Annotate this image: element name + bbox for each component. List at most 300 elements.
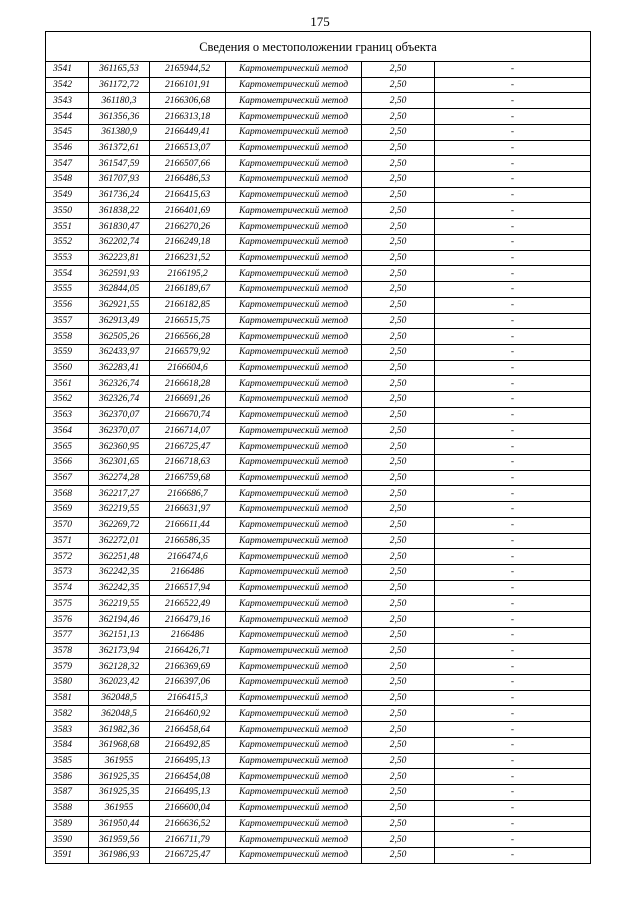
point-number-cell: 3559 <box>46 344 89 360</box>
x-coordinate-cell: 362283,41 <box>89 360 150 376</box>
point-description-cell: - <box>435 376 591 392</box>
accuracy-cell: 2,50 <box>362 77 435 93</box>
determination-method-cell: Картометрический метод <box>226 62 362 78</box>
accuracy-cell: 2,50 <box>362 124 435 140</box>
determination-method-cell: Картометрический метод <box>226 675 362 691</box>
accuracy-cell: 2,50 <box>362 753 435 769</box>
y-coordinate-cell: 2166270,26 <box>150 219 226 235</box>
x-coordinate-cell: 361986,93 <box>89 847 150 863</box>
accuracy-cell: 2,50 <box>362 203 435 219</box>
table-row <box>46 282 591 298</box>
determination-method-cell: Картометрический метод <box>226 124 362 140</box>
y-coordinate-cell: 2166566,28 <box>150 329 226 345</box>
determination-method-cell: Картометрический метод <box>226 549 362 565</box>
y-coordinate-cell: 2166415,3 <box>150 690 226 706</box>
point-description-cell: - <box>435 454 591 470</box>
y-coordinate-cell: 2165944,52 <box>150 62 226 78</box>
accuracy-cell: 2,50 <box>362 172 435 188</box>
point-number-cell: 3543 <box>46 93 89 109</box>
point-number-cell: 3557 <box>46 313 89 329</box>
x-coordinate-cell: 362048,5 <box>89 690 150 706</box>
point-number-cell: 3568 <box>46 486 89 502</box>
table-row <box>46 360 591 376</box>
table-row <box>46 392 591 408</box>
table-row <box>46 93 591 109</box>
table-row <box>46 675 591 691</box>
page-number: 175 <box>310 14 330 29</box>
table-row <box>46 250 591 266</box>
table-title-row <box>46 32 591 62</box>
y-coordinate-cell: 2166401,69 <box>150 203 226 219</box>
x-coordinate-cell: 361955 <box>89 800 150 816</box>
point-number-cell: 3562 <box>46 392 89 408</box>
x-coordinate-cell: 362128,32 <box>89 659 150 675</box>
point-description-cell: - <box>435 344 591 360</box>
y-coordinate-cell: 2166495,13 <box>150 785 226 801</box>
point-number-cell: 3564 <box>46 423 89 439</box>
point-description-cell: - <box>435 800 591 816</box>
point-description-cell: - <box>435 580 591 596</box>
y-coordinate-cell: 2166522,49 <box>150 596 226 612</box>
point-number-cell: 3577 <box>46 627 89 643</box>
x-coordinate-cell: 362913,49 <box>89 313 150 329</box>
table-row <box>46 517 591 533</box>
point-description-cell: - <box>435 282 591 298</box>
x-coordinate-cell: 362433,97 <box>89 344 150 360</box>
accuracy-cell: 2,50 <box>362 93 435 109</box>
x-coordinate-cell: 361959,56 <box>89 832 150 848</box>
y-coordinate-cell: 2166686,7 <box>150 486 226 502</box>
y-coordinate-cell: 2166369,69 <box>150 659 226 675</box>
determination-method-cell: Картометрический метод <box>226 407 362 423</box>
accuracy-cell: 2,50 <box>362 313 435 329</box>
x-coordinate-cell: 362370,07 <box>89 407 150 423</box>
accuracy-cell: 2,50 <box>362 187 435 203</box>
point-description-cell: - <box>435 219 591 235</box>
y-coordinate-cell: 2166618,28 <box>150 376 226 392</box>
point-number-cell: 3556 <box>46 297 89 313</box>
table-row <box>46 596 591 612</box>
point-description-cell: - <box>435 549 591 565</box>
point-description-cell: - <box>435 172 591 188</box>
point-number-cell: 3551 <box>46 219 89 235</box>
x-coordinate-cell: 361172,72 <box>89 77 150 93</box>
point-description-cell: - <box>435 722 591 738</box>
y-coordinate-cell: 2166725,47 <box>150 847 226 863</box>
point-description-cell: - <box>435 565 591 581</box>
table-title: Сведения о местоположении границ объекта <box>46 32 591 62</box>
x-coordinate-cell: 362202,74 <box>89 234 150 250</box>
accuracy-cell: 2,50 <box>362 580 435 596</box>
y-coordinate-cell: 2166231,52 <box>150 250 226 266</box>
accuracy-cell: 2,50 <box>362 376 435 392</box>
table-row <box>46 486 591 502</box>
x-coordinate-cell: 362301,65 <box>89 454 150 470</box>
point-number-cell: 3554 <box>46 266 89 282</box>
x-coordinate-cell: 362272,01 <box>89 533 150 549</box>
accuracy-cell: 2,50 <box>362 737 435 753</box>
x-coordinate-cell: 362223,81 <box>89 250 150 266</box>
point-number-cell: 3571 <box>46 533 89 549</box>
y-coordinate-cell: 2166306,68 <box>150 93 226 109</box>
determination-method-cell: Картометрический метод <box>226 172 362 188</box>
table-row <box>46 234 591 250</box>
y-coordinate-cell: 2166397,06 <box>150 675 226 691</box>
x-coordinate-cell: 362217,27 <box>89 486 150 502</box>
point-description-cell: - <box>435 392 591 408</box>
x-coordinate-cell: 362173,94 <box>89 643 150 659</box>
y-coordinate-cell: 2166474,6 <box>150 549 226 565</box>
x-coordinate-cell: 362591,93 <box>89 266 150 282</box>
point-description-cell: - <box>435 77 591 93</box>
y-coordinate-cell: 2166454,08 <box>150 769 226 785</box>
point-number-cell: 3576 <box>46 612 89 628</box>
y-coordinate-cell: 2166711,79 <box>150 832 226 848</box>
point-number-cell: 3579 <box>46 659 89 675</box>
table-row <box>46 737 591 753</box>
point-number-cell: 3565 <box>46 439 89 455</box>
point-number-cell: 3591 <box>46 847 89 863</box>
table-row <box>46 62 591 78</box>
table-row <box>46 502 591 518</box>
determination-method-cell: Картометрический метод <box>226 266 362 282</box>
table-row <box>46 580 591 596</box>
point-number-cell: 3547 <box>46 156 89 172</box>
table-row <box>46 313 591 329</box>
table-body <box>46 32 591 864</box>
y-coordinate-cell: 2166631,97 <box>150 502 226 518</box>
accuracy-cell: 2,50 <box>362 470 435 486</box>
point-description-cell: - <box>435 737 591 753</box>
point-number-cell: 3583 <box>46 722 89 738</box>
determination-method-cell: Картометрический метод <box>226 565 362 581</box>
determination-method-cell: Картометрический метод <box>226 486 362 502</box>
accuracy-cell: 2,50 <box>362 140 435 156</box>
determination-method-cell: Картометрический метод <box>226 234 362 250</box>
x-coordinate-cell: 361165,53 <box>89 62 150 78</box>
point-description-cell: - <box>435 124 591 140</box>
accuracy-cell: 2,50 <box>362 533 435 549</box>
table-row <box>46 376 591 392</box>
point-description-cell: - <box>435 816 591 832</box>
y-coordinate-cell: 2166195,2 <box>150 266 226 282</box>
accuracy-cell: 2,50 <box>362 234 435 250</box>
y-coordinate-cell: 2166101,91 <box>150 77 226 93</box>
determination-method-cell: Картометрический метод <box>226 250 362 266</box>
accuracy-cell: 2,50 <box>362 690 435 706</box>
accuracy-cell: 2,50 <box>362 659 435 675</box>
point-description-cell: - <box>435 156 591 172</box>
point-description-cell: - <box>435 470 591 486</box>
accuracy-cell: 2,50 <box>362 596 435 612</box>
point-description-cell: - <box>435 62 591 78</box>
point-description-cell: - <box>435 706 591 722</box>
point-description-cell: - <box>435 847 591 863</box>
x-coordinate-cell: 362023,42 <box>89 675 150 691</box>
x-coordinate-cell: 362274,28 <box>89 470 150 486</box>
table-row <box>46 690 591 706</box>
determination-method-cell: Картометрический метод <box>226 533 362 549</box>
determination-method-cell: Картометрический метод <box>226 329 362 345</box>
accuracy-cell: 2,50 <box>362 360 435 376</box>
y-coordinate-cell: 2166426,71 <box>150 643 226 659</box>
point-description-cell: - <box>435 675 591 691</box>
accuracy-cell: 2,50 <box>362 612 435 628</box>
point-description-cell: - <box>435 517 591 533</box>
point-number-cell: 3570 <box>46 517 89 533</box>
accuracy-cell: 2,50 <box>362 156 435 172</box>
y-coordinate-cell: 2166759,68 <box>150 470 226 486</box>
point-number-cell: 3584 <box>46 737 89 753</box>
point-description-cell: - <box>435 785 591 801</box>
point-description-cell: - <box>435 329 591 345</box>
accuracy-cell: 2,50 <box>362 344 435 360</box>
x-coordinate-cell: 361950,44 <box>89 816 150 832</box>
y-coordinate-cell: 2166189,67 <box>150 282 226 298</box>
boundary-coordinates-table <box>45 31 591 864</box>
point-description-cell: - <box>435 612 591 628</box>
y-coordinate-cell: 2166513,07 <box>150 140 226 156</box>
determination-method-cell: Картометрический метод <box>226 219 362 235</box>
determination-method-cell: Картометрический метод <box>226 847 362 863</box>
determination-method-cell: Картометрический метод <box>226 627 362 643</box>
point-number-cell: 3548 <box>46 172 89 188</box>
x-coordinate-cell: 362151,13 <box>89 627 150 643</box>
accuracy-cell: 2,50 <box>362 486 435 502</box>
y-coordinate-cell: 2166604,6 <box>150 360 226 376</box>
point-number-cell: 3587 <box>46 785 89 801</box>
determination-method-cell: Картометрический метод <box>226 344 362 360</box>
y-coordinate-cell: 2166182,85 <box>150 297 226 313</box>
table-row <box>46 659 591 675</box>
accuracy-cell: 2,50 <box>362 847 435 863</box>
point-description-cell: - <box>435 250 591 266</box>
accuracy-cell: 2,50 <box>362 392 435 408</box>
x-coordinate-cell: 361925,35 <box>89 785 150 801</box>
table-row <box>46 407 591 423</box>
point-number-cell: 3589 <box>46 816 89 832</box>
determination-method-cell: Картометрический метод <box>226 313 362 329</box>
x-coordinate-cell: 362219,55 <box>89 502 150 518</box>
point-description-cell: - <box>435 187 591 203</box>
y-coordinate-cell: 2166600,04 <box>150 800 226 816</box>
accuracy-cell: 2,50 <box>362 785 435 801</box>
point-description-cell: - <box>435 439 591 455</box>
x-coordinate-cell: 361356,36 <box>89 109 150 125</box>
accuracy-cell: 2,50 <box>362 800 435 816</box>
determination-method-cell: Картометрический метод <box>226 423 362 439</box>
x-coordinate-cell: 361372,61 <box>89 140 150 156</box>
point-number-cell: 3567 <box>46 470 89 486</box>
point-description-cell: - <box>435 753 591 769</box>
determination-method-cell: Картометрический метод <box>226 722 362 738</box>
x-coordinate-cell: 361982,36 <box>89 722 150 738</box>
accuracy-cell: 2,50 <box>362 423 435 439</box>
accuracy-cell: 2,50 <box>362 517 435 533</box>
table-row <box>46 643 591 659</box>
accuracy-cell: 2,50 <box>362 675 435 691</box>
table-row <box>46 470 591 486</box>
accuracy-cell: 2,50 <box>362 282 435 298</box>
accuracy-cell: 2,50 <box>362 565 435 581</box>
table-row <box>46 706 591 722</box>
table-row <box>46 612 591 628</box>
x-coordinate-cell: 362921,55 <box>89 297 150 313</box>
accuracy-cell: 2,50 <box>362 266 435 282</box>
accuracy-cell: 2,50 <box>362 722 435 738</box>
determination-method-cell: Картометрический метод <box>226 596 362 612</box>
x-coordinate-cell: 361838,22 <box>89 203 150 219</box>
accuracy-cell: 2,50 <box>362 219 435 235</box>
table-row <box>46 533 591 549</box>
table-row <box>46 329 591 345</box>
point-description-cell: - <box>435 360 591 376</box>
accuracy-cell: 2,50 <box>362 62 435 78</box>
table-row <box>46 785 591 801</box>
determination-method-cell: Картометрический метод <box>226 93 362 109</box>
table-row <box>46 454 591 470</box>
y-coordinate-cell: 2166249,18 <box>150 234 226 250</box>
accuracy-cell: 2,50 <box>362 816 435 832</box>
table-row <box>46 769 591 785</box>
y-coordinate-cell: 2166479,16 <box>150 612 226 628</box>
determination-method-cell: Картометрический метод <box>226 706 362 722</box>
y-coordinate-cell: 2166486 <box>150 627 226 643</box>
point-number-cell: 3574 <box>46 580 89 596</box>
point-number-cell: 3549 <box>46 187 89 203</box>
determination-method-cell: Картометрический метод <box>226 612 362 628</box>
point-number-cell: 3566 <box>46 454 89 470</box>
determination-method-cell: Картометрический метод <box>226 282 362 298</box>
point-description-cell: - <box>435 659 591 675</box>
y-coordinate-cell: 2166449,41 <box>150 124 226 140</box>
table-row <box>46 344 591 360</box>
determination-method-cell: Картометрический метод <box>226 187 362 203</box>
accuracy-cell: 2,50 <box>362 439 435 455</box>
x-coordinate-cell: 362370,07 <box>89 423 150 439</box>
point-description-cell: - <box>435 297 591 313</box>
y-coordinate-cell: 2166586,35 <box>150 533 226 549</box>
point-description-cell: - <box>435 643 591 659</box>
table-row <box>46 187 591 203</box>
point-number-cell: 3575 <box>46 596 89 612</box>
table-row <box>46 800 591 816</box>
x-coordinate-cell: 362360,95 <box>89 439 150 455</box>
determination-method-cell: Картометрический метод <box>226 109 362 125</box>
y-coordinate-cell: 2166495,13 <box>150 753 226 769</box>
y-coordinate-cell: 2166611,44 <box>150 517 226 533</box>
accuracy-cell: 2,50 <box>362 407 435 423</box>
x-coordinate-cell: 362326,74 <box>89 376 150 392</box>
point-number-cell: 3541 <box>46 62 89 78</box>
point-description-cell: - <box>435 407 591 423</box>
y-coordinate-cell: 2166460,92 <box>150 706 226 722</box>
point-number-cell: 3573 <box>46 565 89 581</box>
determination-method-cell: Картометрический метод <box>226 769 362 785</box>
x-coordinate-cell: 362048,5 <box>89 706 150 722</box>
point-description-cell: - <box>435 627 591 643</box>
point-number-cell: 3546 <box>46 140 89 156</box>
table-row <box>46 816 591 832</box>
point-number-cell: 3578 <box>46 643 89 659</box>
table-row <box>46 549 591 565</box>
determination-method-cell: Картометрический метод <box>226 832 362 848</box>
point-number-cell: 3588 <box>46 800 89 816</box>
x-coordinate-cell: 362269,72 <box>89 517 150 533</box>
point-number-cell: 3586 <box>46 769 89 785</box>
x-coordinate-cell: 361707,93 <box>89 172 150 188</box>
point-number-cell: 3585 <box>46 753 89 769</box>
determination-method-cell: Картометрический метод <box>226 737 362 753</box>
x-coordinate-cell: 361830,47 <box>89 219 150 235</box>
determination-method-cell: Картометрический метод <box>226 360 362 376</box>
point-description-cell: - <box>435 832 591 848</box>
x-coordinate-cell: 361547,59 <box>89 156 150 172</box>
table-row <box>46 156 591 172</box>
accuracy-cell: 2,50 <box>362 627 435 643</box>
determination-method-cell: Картометрический метод <box>226 502 362 518</box>
point-number-cell: 3550 <box>46 203 89 219</box>
determination-method-cell: Картометрический метод <box>226 203 362 219</box>
accuracy-cell: 2,50 <box>362 297 435 313</box>
point-description-cell: - <box>435 203 591 219</box>
y-coordinate-cell: 2166492,85 <box>150 737 226 753</box>
point-number-cell: 3553 <box>46 250 89 266</box>
point-description-cell: - <box>435 109 591 125</box>
table-row <box>46 565 591 581</box>
determination-method-cell: Картометрический метод <box>226 643 362 659</box>
x-coordinate-cell: 361380,9 <box>89 124 150 140</box>
x-coordinate-cell: 361955 <box>89 753 150 769</box>
determination-method-cell: Картометрический метод <box>226 454 362 470</box>
determination-method-cell: Картометрический метод <box>226 659 362 675</box>
point-description-cell: - <box>435 313 591 329</box>
determination-method-cell: Картометрический метод <box>226 376 362 392</box>
y-coordinate-cell: 2166486 <box>150 565 226 581</box>
x-coordinate-cell: 361968,68 <box>89 737 150 753</box>
table-row <box>46 219 591 235</box>
x-coordinate-cell: 361180,3 <box>89 93 150 109</box>
y-coordinate-cell: 2166507,66 <box>150 156 226 172</box>
point-number-cell: 3558 <box>46 329 89 345</box>
y-coordinate-cell: 2166670,74 <box>150 407 226 423</box>
x-coordinate-cell: 362242,35 <box>89 565 150 581</box>
accuracy-cell: 2,50 <box>362 250 435 266</box>
point-number-cell: 3582 <box>46 706 89 722</box>
table-row <box>46 627 591 643</box>
determination-method-cell: Картометрический метод <box>226 156 362 172</box>
y-coordinate-cell: 2166458,64 <box>150 722 226 738</box>
y-coordinate-cell: 2166718,63 <box>150 454 226 470</box>
table-row <box>46 172 591 188</box>
table-row <box>46 203 591 219</box>
x-coordinate-cell: 362251,48 <box>89 549 150 565</box>
accuracy-cell: 2,50 <box>362 454 435 470</box>
point-number-cell: 3561 <box>46 376 89 392</box>
determination-method-cell: Картометрический метод <box>226 690 362 706</box>
point-description-cell: - <box>435 502 591 518</box>
y-coordinate-cell: 2166313,18 <box>150 109 226 125</box>
determination-method-cell: Картометрический метод <box>226 77 362 93</box>
accuracy-cell: 2,50 <box>362 329 435 345</box>
point-number-cell: 3542 <box>46 77 89 93</box>
point-number-cell: 3552 <box>46 234 89 250</box>
point-number-cell: 3581 <box>46 690 89 706</box>
table-row <box>46 297 591 313</box>
point-number-cell: 3555 <box>46 282 89 298</box>
point-description-cell: - <box>435 486 591 502</box>
x-coordinate-cell: 362326,74 <box>89 392 150 408</box>
